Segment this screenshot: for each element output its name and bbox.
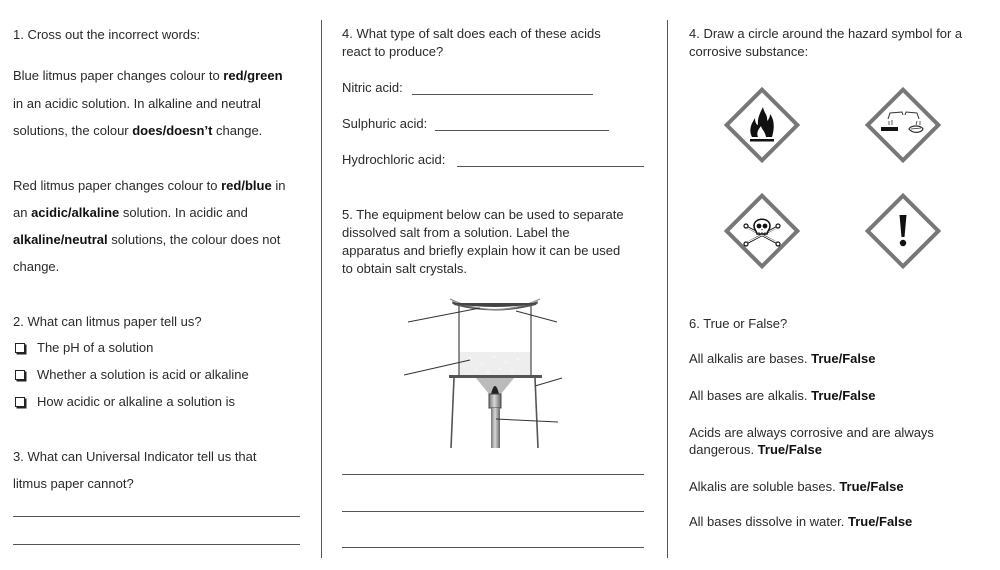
nitric-acid-row xyxy=(342,80,403,96)
pointer-burner xyxy=(496,419,558,422)
q4-title-line1: 4. What type of salt does each of these acids xyxy=(342,26,601,41)
tripod-top-icon xyxy=(449,375,542,378)
statement-text: All alkalis are bases. xyxy=(689,351,812,366)
true-false-choice-2[interactable]: True/False xyxy=(811,388,876,403)
q1-p2-line1[interactable] xyxy=(13,178,285,194)
checkbox-option-2[interactable] xyxy=(15,370,25,380)
option-1-label: The pH of a solution xyxy=(37,340,154,355)
statement-3 xyxy=(689,442,822,458)
text: Blue litmus paper changes colour to xyxy=(13,68,224,83)
q2-title: 2. What can litmus paper tell us? xyxy=(13,314,202,329)
choice-red-blue[interactable]: red/blue xyxy=(221,178,272,193)
checkbox-option-1[interactable] xyxy=(15,343,25,353)
column-divider-right xyxy=(667,20,668,558)
bunsen-burner-icon xyxy=(489,394,501,448)
q1-p1-line3[interactable] xyxy=(13,123,262,139)
q5-line1: 5. The equipment below can be used to separate xyxy=(342,207,624,222)
true-false-choice-1[interactable]: True/False xyxy=(811,351,876,366)
q4-title-line2: react to produce? xyxy=(342,44,444,59)
text: Red litmus paper changes colour to xyxy=(13,178,222,193)
q1-p2-line3[interactable] xyxy=(13,232,280,248)
q1-title: 1. Cross out the incorrect words: xyxy=(13,27,201,42)
flame-icon xyxy=(476,378,514,394)
statement-text: Alkalis are soluble bases. xyxy=(689,479,840,494)
q3-answer-line-1[interactable] xyxy=(13,516,300,517)
statement-5 xyxy=(689,514,912,530)
q5-line2: dissolved salt from a solution. Label the xyxy=(342,225,570,240)
statement-1 xyxy=(689,351,875,367)
q5-line4: to obtain salt crystals. xyxy=(342,261,467,276)
harmful-irritant-icon[interactable] xyxy=(863,191,943,271)
text: in an acidic solution. In alkaline and neutral xyxy=(13,96,261,111)
q3-title-line2: litmus paper cannot? xyxy=(13,476,134,491)
text: change. xyxy=(13,259,60,274)
text: change. xyxy=(212,123,263,138)
option-3-label: How acidic or alkaline a solution is xyxy=(37,394,235,409)
q5-answer-line-1[interactable] xyxy=(342,474,644,475)
hydrochloric-acid-answer-line[interactable] xyxy=(457,166,644,167)
q5-answer-line-3[interactable] xyxy=(342,547,644,548)
nitric-acid-answer-line[interactable] xyxy=(412,94,593,95)
choice-red-green[interactable]: red/green xyxy=(223,68,283,83)
q1-p2-line4 xyxy=(13,259,59,275)
corrosive-icon[interactable] xyxy=(863,85,943,165)
hazard-title-line1: 4. Draw a circle around the hazard symbol for a xyxy=(689,26,963,41)
pointer-tripod xyxy=(535,378,562,386)
option-2-label: Whether a solution is acid or alkaline xyxy=(37,367,249,382)
container-icon xyxy=(459,306,531,375)
evaporating-dish-icon xyxy=(450,299,540,311)
q6-title: 6. True or False? xyxy=(689,316,788,331)
statement-text: All bases are alkalis. xyxy=(689,388,812,403)
true-false-choice-3[interactable]: True/False xyxy=(757,442,822,457)
sulphuric-acid-answer-line[interactable] xyxy=(435,130,609,131)
true-false-choice-5[interactable]: True/False xyxy=(847,514,913,529)
statement-2 xyxy=(689,388,875,404)
text: solutions, the colour xyxy=(13,123,133,138)
text: an xyxy=(13,205,32,220)
pointer-dish xyxy=(408,308,480,322)
hazard-title-line2: corrosive substance: xyxy=(689,44,809,59)
q5-line3: apparatus and briefly explain how it can be used xyxy=(342,243,621,258)
q1-p1-line2 xyxy=(13,96,261,112)
toxic-icon[interactable] xyxy=(722,191,802,271)
choice-alkaline-neutral[interactable]: alkaline/neutral xyxy=(13,232,108,247)
sulphuric-acid-label: Sulphuric acid: xyxy=(342,116,428,131)
statement-4 xyxy=(689,479,904,495)
evaporation-apparatus-diagram xyxy=(390,290,580,460)
hydrochloric-acid-label: Hydrochloric acid: xyxy=(342,152,446,167)
text: solutions, the colour does not xyxy=(107,232,281,247)
q3-answer-line-2[interactable] xyxy=(13,544,300,545)
hydrochloric-acid-row xyxy=(342,152,445,168)
nitric-acid-label: Nitric acid: xyxy=(342,80,403,95)
pointer-dish-right xyxy=(516,311,557,322)
flammable-icon[interactable] xyxy=(722,85,802,165)
true-false-choice-4[interactable]: True/False xyxy=(839,479,904,494)
column-divider-left xyxy=(321,20,322,558)
q1-p1-line1[interactable] xyxy=(13,68,283,84)
statement-text: All bases dissolve in water. xyxy=(689,514,848,529)
statement-text: dangerous. xyxy=(689,442,758,457)
text: in xyxy=(271,178,286,193)
text: solution. In acidic and xyxy=(119,205,248,220)
q5-answer-line-2[interactable] xyxy=(342,511,644,512)
choice-acidic-alkaline[interactable]: acidic/alkaline xyxy=(31,205,120,220)
choice-does-doesnt[interactable]: does/doesn’t xyxy=(132,123,213,138)
q3-title-line1: 3. What can Universal Indicator tell us that xyxy=(13,449,257,464)
sulphuric-acid-row xyxy=(342,116,427,132)
statement-3-line1: Acids are always corrosive and are always xyxy=(689,425,934,440)
q1-p2-line2[interactable] xyxy=(13,205,248,221)
checkbox-option-3[interactable] xyxy=(15,397,25,407)
